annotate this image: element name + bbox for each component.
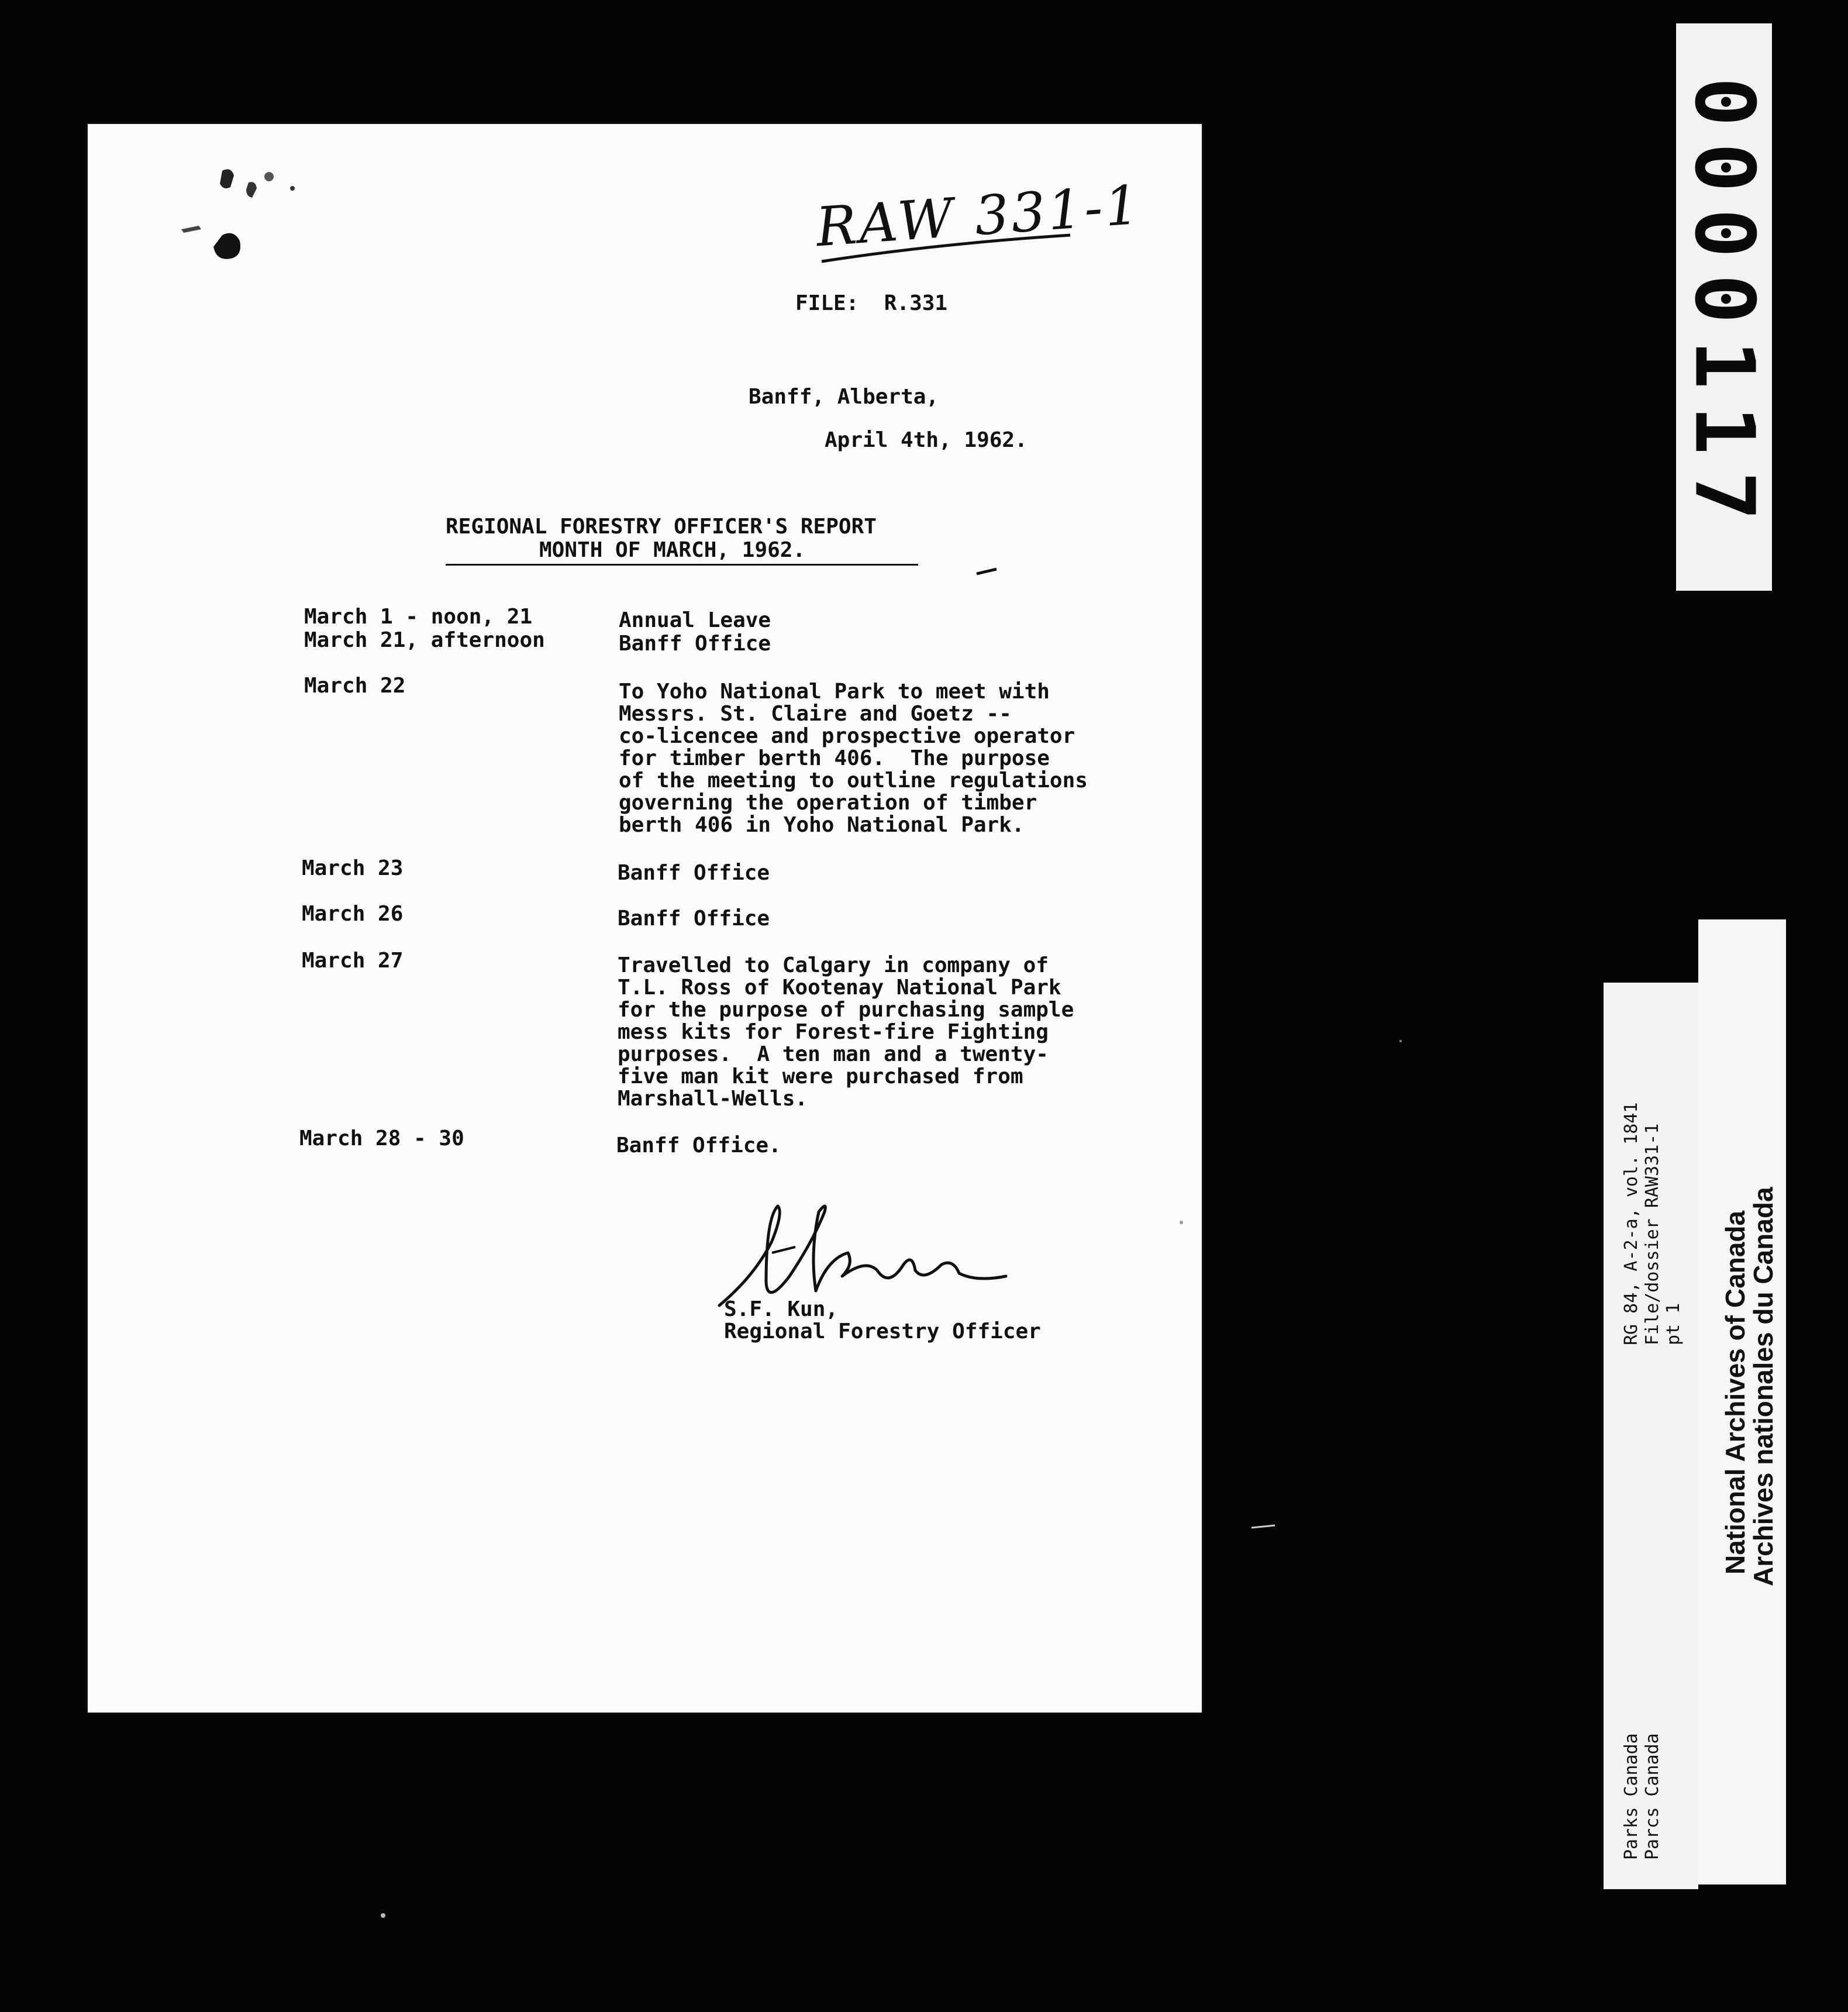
entry-date: March 27 (302, 949, 404, 973)
entry-body: To Yoho National Park to meet with Messrs. St. Claire and Goetz -- co-licencee and prospective operator for timber berth 406. The purpose of the meeting to outline regulations governing the operation of timber berth 406 in Yoho National Park. (619, 680, 1088, 837)
signatory-name: S.F. Kun, (724, 1297, 839, 1321)
entry-body: Banff Office (618, 861, 770, 885)
report-title: REGIONAL FORESTRY OFFICER'S REPORT (446, 515, 877, 539)
entry-body: Annual Leave (619, 608, 771, 632)
entry-date: March 22 (304, 674, 406, 698)
entry-date: March 28 - 30 (299, 1126, 464, 1150)
entry-date: March 21, afternoon (304, 628, 545, 652)
part-ref: pt 1 (1663, 1303, 1684, 1345)
place-line: Banff, Alberta, (749, 385, 939, 409)
date-line: April 4th, 1962. (825, 428, 1028, 452)
file-dossier-ref: File/dossier RAW331-1 (1642, 1123, 1663, 1345)
frame-number: 0000117 (1676, 77, 1772, 538)
handwritten-file-reference: RAW 331-1 (813, 173, 1144, 259)
report-subtitle: MONTH OF MARCH, 1962. (539, 538, 806, 562)
file-number: FILE: R.331 (795, 291, 948, 315)
signatory-title: Regional Forestry Officer (724, 1319, 1041, 1343)
entry-body: Banff Office. (616, 1134, 781, 1157)
record-group-ref: RG 84, A-2-a, vol. 1841 (1621, 1102, 1642, 1345)
entry-date: March 26 (302, 902, 404, 926)
entry-body: Banff Office (619, 632, 771, 656)
entry-date: March 23 (302, 856, 404, 880)
dept-en: Parks Canada (1621, 1733, 1642, 1860)
archives-name-en: National Archives of Canada (1720, 1210, 1750, 1575)
archives-name-fr: Archives nationales du Canada (1748, 1187, 1778, 1586)
entry-body: Banff Office (618, 907, 770, 931)
entry-date: March 1 - noon, 21 (304, 605, 533, 629)
dept-fr: Parcs Canada (1642, 1733, 1663, 1860)
entry-body: Travelled to Calgary in company of T.L. Ross of Kootenay National Park for the purpose of purchasing sample mess kits for Forest-fire Fighting purposes. A ten man and a twenty- five man kit were purchased from Marshall-Wells. (618, 953, 1074, 1111)
